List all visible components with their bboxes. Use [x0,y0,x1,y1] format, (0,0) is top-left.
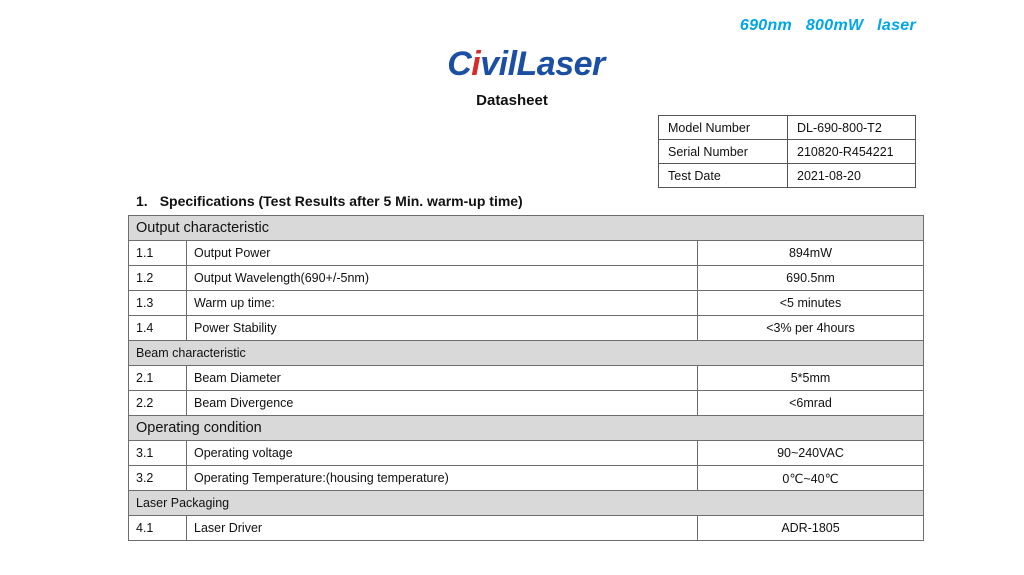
info-label: Serial Number [659,140,788,164]
row-value: 690.5nm [698,266,924,291]
row-label: Power Stability [187,316,698,341]
table-row [129,391,924,416]
table-row [129,466,924,491]
row-label: Operating voltage [187,441,698,466]
row-value: ADR-1805 [698,516,924,541]
row-label: Warm up time: [187,291,698,316]
group-title: Operating condition [129,416,924,441]
row-id: 2.1 [129,366,187,391]
row-value: <3% per 4hours [698,316,924,341]
info-value: DL-690-800-T2 [788,116,916,140]
info-value: 2021-08-20 [788,164,916,188]
group-title: Beam characteristic [129,341,924,366]
table-row [129,291,924,316]
row-id: 1.3 [129,291,187,316]
row-id: 3.1 [129,441,187,466]
row-label: Output Wavelength(690+/-5nm) [187,266,698,291]
info-label: Test Date [659,164,788,188]
section-heading [136,193,523,209]
table-row [129,366,924,391]
row-label: Beam Diameter [187,366,698,391]
group-header-row [129,491,924,516]
logo-text: CivilLaser [447,45,605,83]
row-value: <6mrad [698,391,924,416]
table-row [129,316,924,341]
row-value: 0℃~40℃ [698,466,924,491]
company-logo [424,38,628,90]
info-label: Model Number [659,116,788,140]
group-header-row [129,216,924,241]
product-tagline [740,17,916,35]
info-value: 210820-R454221 [788,140,916,164]
group-title: Laser Packaging [129,491,924,516]
table-row [129,266,924,291]
info-row [659,116,916,140]
row-label: Beam Divergence [187,391,698,416]
table-row [129,241,924,266]
group-header-row [129,416,924,441]
row-value: 5*5mm [698,366,924,391]
table-row [129,441,924,466]
row-id: 3.2 [129,466,187,491]
group-title: Output characteristic [129,216,924,241]
info-table [658,115,916,188]
row-label: Operating Temperature:(housing temperature) [187,466,698,491]
row-id: 1.1 [129,241,187,266]
row-id: 1.4 [129,316,187,341]
row-value: 894mW [698,241,924,266]
document-title: Datasheet [476,92,548,109]
row-value: 90~240VAC [698,441,924,466]
info-row [659,164,916,188]
group-header-row [129,341,924,366]
tagline-power: 800mW [805,17,864,34]
specifications-table [128,215,924,541]
info-row [659,140,916,164]
table-row [129,516,924,541]
row-id: 1.2 [129,266,187,291]
row-id: 2.2 [129,391,187,416]
section-number: 1. [136,193,148,209]
row-value: <5 minutes [698,291,924,316]
row-id: 4.1 [129,516,187,541]
tagline-wavelength: 690nm [739,17,793,34]
row-label: Output Power [187,241,698,266]
row-label: Laser Driver [187,516,698,541]
section-title: Specifications (Test Results after 5 Min. warm-up time) [159,193,523,209]
tagline-product: laser [877,17,916,34]
